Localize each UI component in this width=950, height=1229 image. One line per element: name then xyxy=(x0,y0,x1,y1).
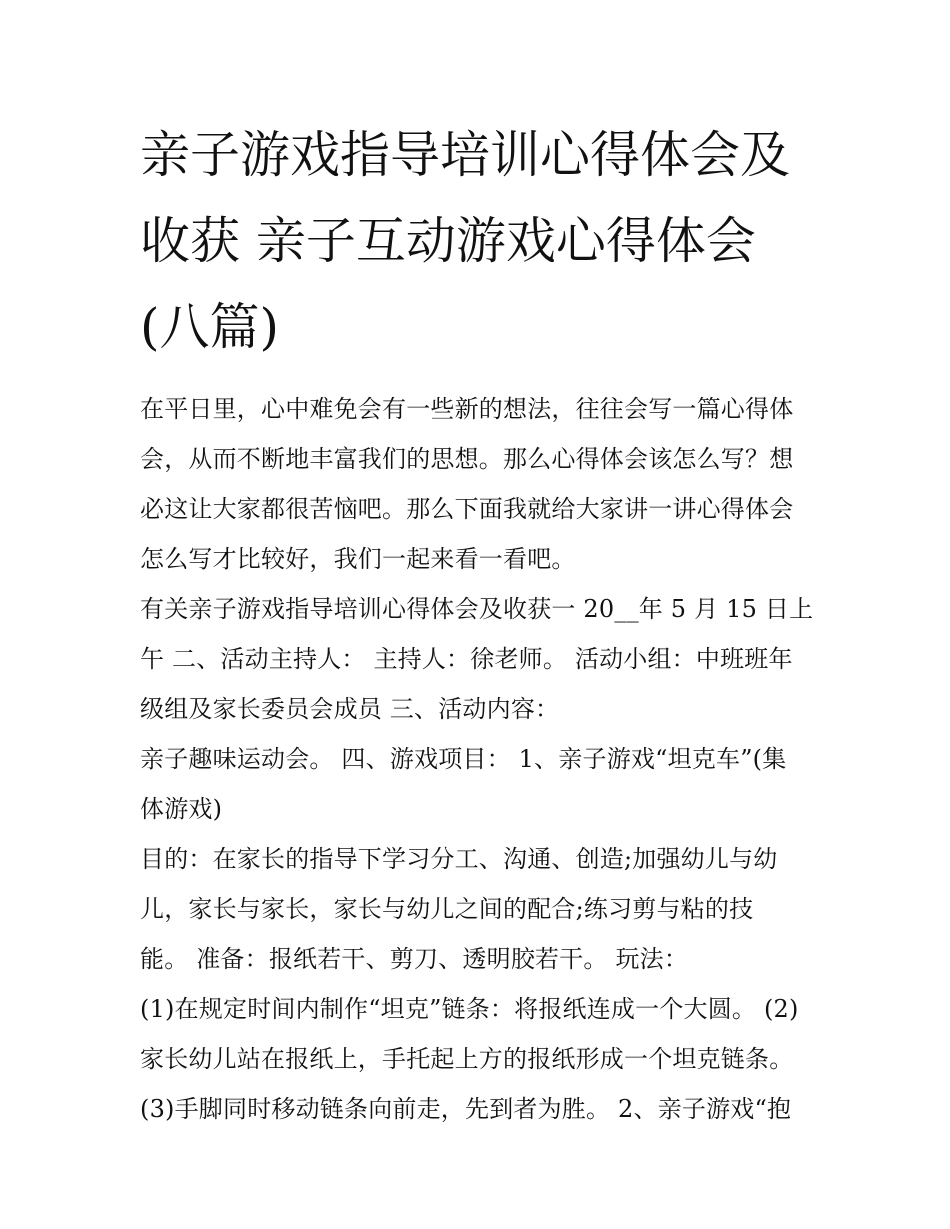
body-line: 在平日里，心中难免会有一些新的想法，往往会写一篇心得体 xyxy=(140,395,794,423)
body-line: (1)在规定时间内制作“坦克”链条：将报纸连成一个大圆。 (2) xyxy=(140,995,799,1023)
title-line-2: 收获 亲子互动游戏心得体会 xyxy=(140,212,756,270)
body-line: 体游戏) xyxy=(140,795,223,823)
body-line: 亲子趣味运动会。 四、游戏项目： 1、亲子游戏“坦克车”(集 xyxy=(140,745,787,773)
title-line-3: (八篇) xyxy=(140,298,280,356)
body-line: 有关亲子游戏指导培训心得体会及收获一 20__年 5 月 15 日上 xyxy=(140,595,814,623)
document-page xyxy=(140,112,820,1134)
body-line: 会，从而不断地丰富我们的思想。那么心得体会该怎么写？想 xyxy=(140,445,794,473)
document-body xyxy=(140,384,820,1134)
body-line: 能。 准备：报纸若干、剪刀、透明胶若干。 玩法： xyxy=(140,945,689,973)
body-line: (3)手脚同时移动链条向前走，先到者为胜。 2、亲子游戏“抱 xyxy=(140,1095,792,1123)
body-line: 必这让大家都很苦恼吧。那么下面我就给大家讲一讲心得体会 xyxy=(140,495,794,523)
body-line: 怎么写才比较好，我们一起来看一看吧。 xyxy=(140,545,576,573)
body-line: 儿，家长与家长，家长与幼儿之间的配合;练习剪与粘的技 xyxy=(140,895,754,923)
body-line: 级组及家长委员会成员 三、活动内容： xyxy=(140,695,560,723)
title-line-1: 亲子游戏指导培训心得体会及 xyxy=(140,126,790,184)
body-line: 午 二、活动主持人： 主持人：徐老师。 活动小组：中班班年 xyxy=(140,645,793,673)
body-line: 家长幼儿站在报纸上，手托起上方的报纸形成一个坦克链条。 xyxy=(140,1045,794,1073)
document-title xyxy=(140,112,820,370)
body-line: 目的：在家长的指导下学习分工、沟通、创造;加强幼儿与幼 xyxy=(140,845,778,873)
